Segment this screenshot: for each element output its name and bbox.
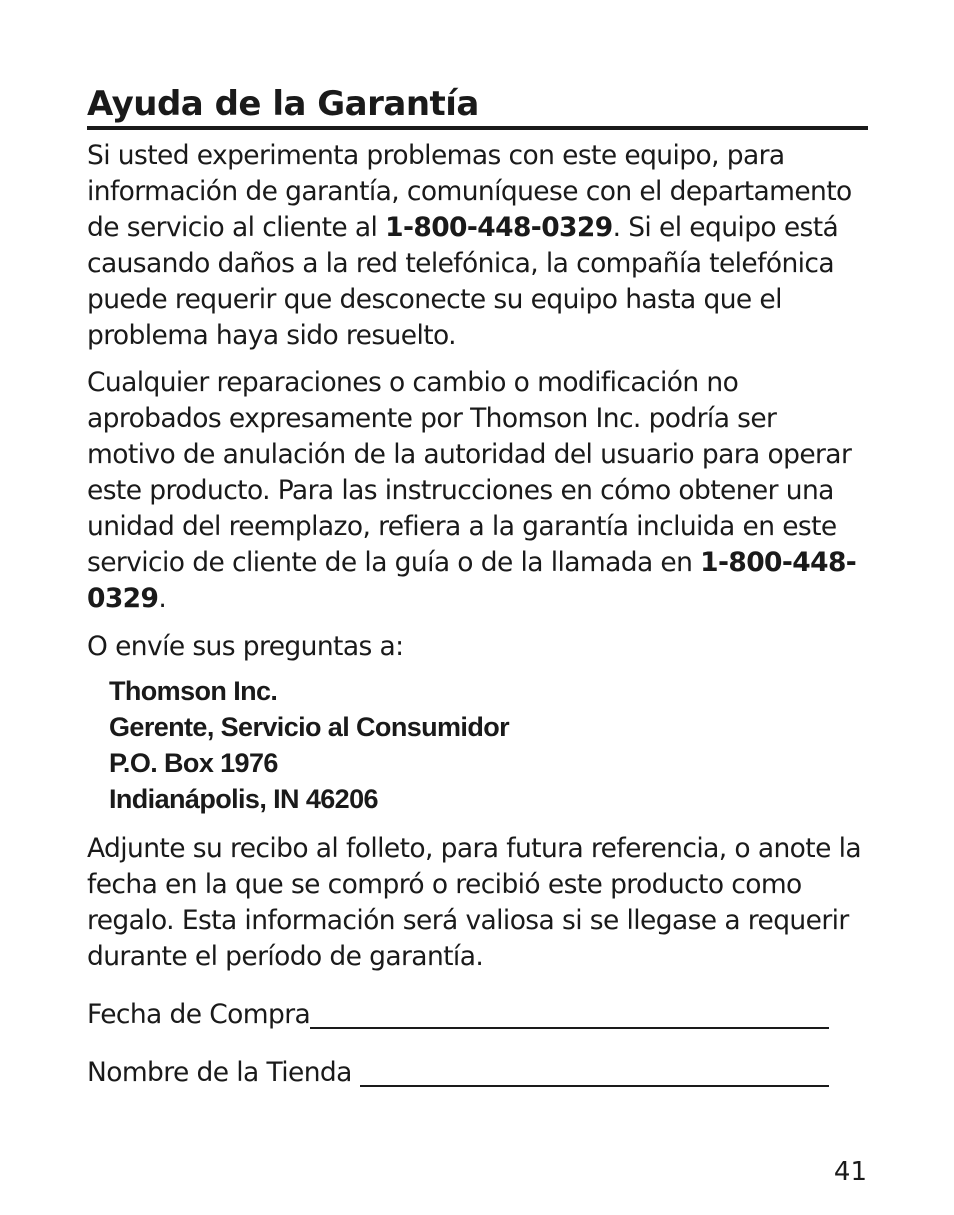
page-number: 41 bbox=[833, 1157, 867, 1187]
phone-number: 1-800-448-0329 bbox=[87, 547, 857, 614]
store-name-blank-line bbox=[360, 1059, 829, 1087]
address-company: Thomson Inc. bbox=[109, 676, 278, 706]
warranty-contact-paragraph bbox=[87, 138, 868, 354]
purchase-date-label: Fecha de Compra bbox=[87, 999, 311, 1030]
mailing-address bbox=[109, 673, 868, 817]
address-po-box: P.O. Box 1976 bbox=[109, 748, 278, 778]
store-name-field bbox=[87, 1055, 829, 1091]
warranty-help-section bbox=[87, 82, 868, 1091]
address-city: Indianápolis, IN 46206 bbox=[109, 784, 378, 814]
purchase-date-blank-line bbox=[310, 1001, 829, 1029]
phone-number: 1-800-448-0329 bbox=[385, 212, 613, 243]
paragraph-text: Si usted experimenta problemas con este equipo, para información de garantía, comuníquese con el departamento de servicio al cliente al bbox=[87, 140, 852, 243]
address-department: Gerente, Servicio al Consumidor bbox=[109, 712, 510, 742]
paragraph-text: Cualquier reparaciones o cambio o modificación no aprobados expresamente por Thomson Inc. podría ser motivo de anulación de la autoridad del usuario para operar este producto. Para las instrucciones en cómo obtener una unidad del reemplazo, refiera a la garantía incluida en este servicio de cliente de la guía o de la llamada en bbox=[87, 367, 852, 578]
store-name-label: Nombre de la Tienda bbox=[87, 1057, 352, 1088]
send-questions-paragraph: O envíe sus preguntas a: bbox=[87, 631, 404, 662]
page-title: Ayuda de la Garantía bbox=[87, 82, 868, 130]
paragraph-text: . bbox=[158, 583, 167, 614]
paragraph-text: . Si el equipo está causando daños a la red telefónica, la compañía telefónica puede requerir que desconecte su equipo hasta que el problema haya sido resuelto. bbox=[87, 212, 839, 351]
modification-warning-paragraph bbox=[87, 365, 868, 617]
receipt-paragraph: Adjunte su recibo al folleto, para futura referencia, o anote la fecha en la que se compró o recibió este producto como regalo. Esta información será valiosa si se llegase a requerir durante el período de garantía. bbox=[87, 833, 862, 972]
purchase-date-field bbox=[87, 997, 829, 1033]
